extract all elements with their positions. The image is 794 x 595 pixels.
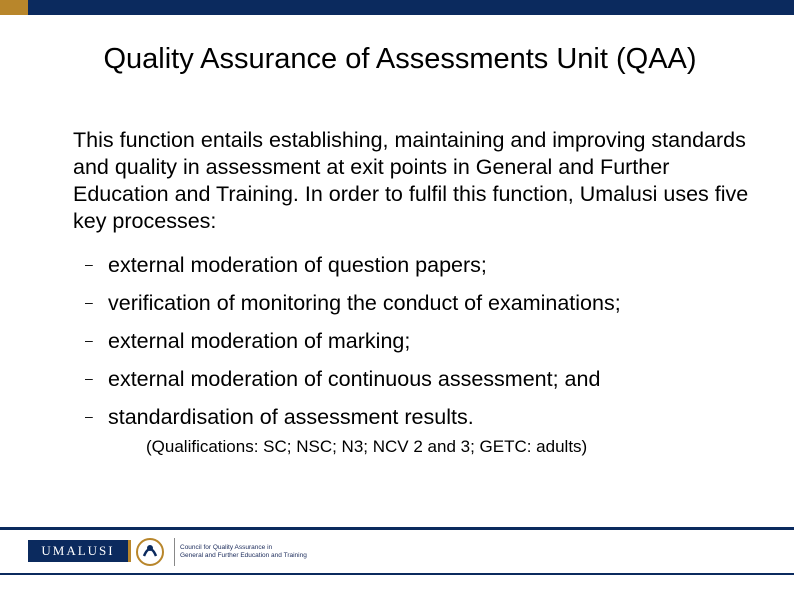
list-item-text: external moderation of question papers;	[108, 253, 487, 277]
tagline-line-1: Council for Quality Assurance in	[180, 544, 273, 551]
slide-title: Quality Assurance of Assessments Unit (QAA)	[103, 43, 697, 75]
list-item	[73, 286, 773, 324]
tagline-line-2: General and Further Education and Training	[180, 552, 307, 559]
umalusi-wordmark: UMALUSI	[28, 540, 131, 562]
list-item-text: external moderation of marking;	[108, 329, 411, 353]
list-item	[73, 362, 773, 400]
list-item	[73, 248, 773, 286]
list-item-text: standardisation of assessment results.	[108, 405, 474, 429]
bullet-dash: –	[85, 256, 93, 272]
logo-tagline	[180, 544, 307, 560]
list-item-text: verification of monitoring the conduct of examinations;	[108, 291, 621, 315]
list-item	[73, 324, 773, 362]
top-banner-accent	[0, 0, 28, 15]
bullet-dash: –	[85, 294, 93, 310]
bullet-dash: –	[85, 370, 93, 386]
bullet-dash: –	[85, 408, 93, 424]
list-item	[73, 400, 773, 438]
list-item-text: external moderation of continuous assessment; and	[108, 367, 601, 391]
intro-paragraph: This function entails establishing, maintaining and improving standards and quality in assessment at exit points in General and Further Education and Training. In order to fulfil this function, Umalusi uses five key processes:	[73, 128, 749, 233]
top-banner	[0, 0, 794, 15]
qualifications-note: (Qualifications: SC; NSC; N3; NCV 2 and 3; GETC: adults)	[146, 437, 588, 456]
umalusi-emblem-icon	[134, 536, 166, 568]
logo-divider	[174, 538, 175, 566]
footer-rule-bottom	[0, 573, 794, 575]
bullet-dash: –	[85, 332, 93, 348]
footer-rule-top	[0, 527, 794, 530]
process-list	[73, 248, 773, 438]
